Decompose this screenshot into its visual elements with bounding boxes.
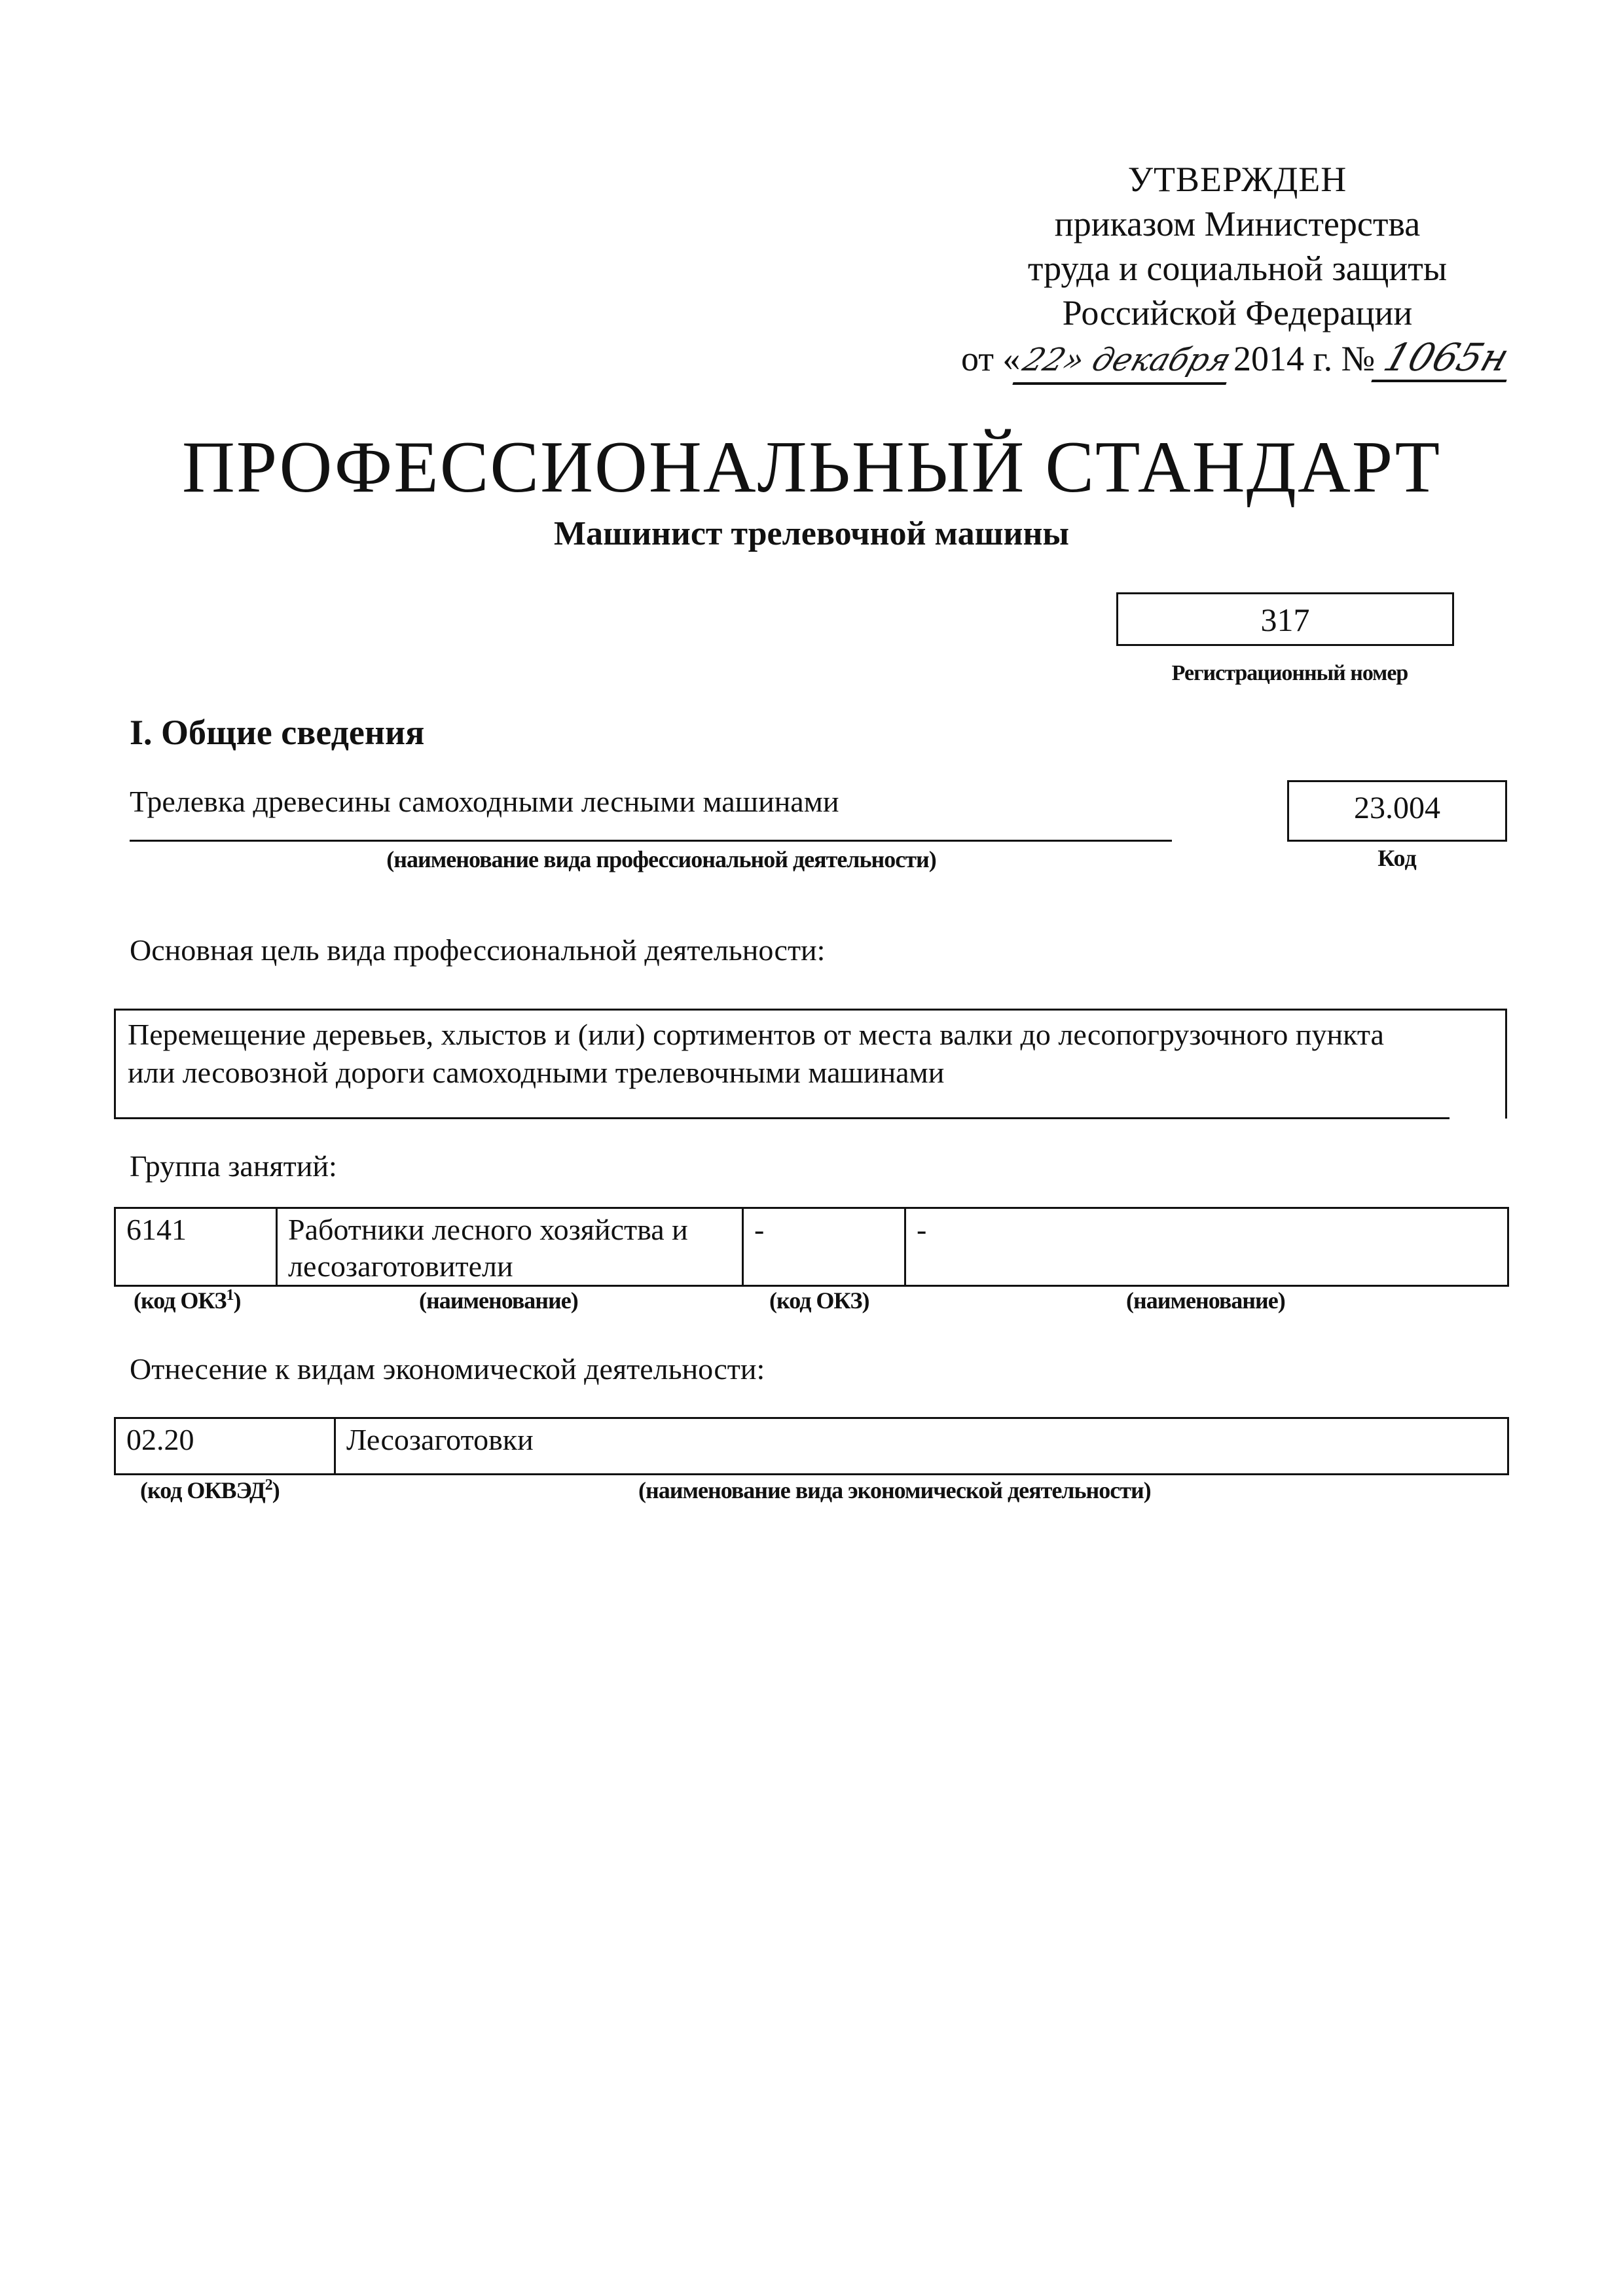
registration-number-box: 317 (1116, 592, 1454, 646)
footnote-ref-1: 1 (226, 1287, 234, 1304)
handwritten-date: 22» декабря (1013, 338, 1241, 385)
handwritten-order-number: 1065н (1371, 335, 1521, 382)
okved-label: Отнесение к видам экономической деятельности: (130, 1352, 765, 1386)
date-prefix: от « (961, 339, 1021, 378)
date-day: 22 (1018, 342, 1071, 378)
okz-code2-cell: - (743, 1208, 905, 1286)
date-year: 2014 г. № (1233, 339, 1376, 378)
footnote-ref-2: 2 (264, 1477, 272, 1494)
okved-code-cell: 02.20 (115, 1418, 335, 1475)
section-heading: I. Общие сведения (130, 713, 425, 752)
document-subtitle: Машинист трелевочной машины (553, 515, 1070, 552)
date-month: декабря (1087, 342, 1236, 378)
caption-okz-code: (код ОКЗ$^1$) (134, 1287, 241, 1314)
occupation-group-label: Группа занятий: (130, 1149, 337, 1183)
goal-text-line-1: Перемещение деревьев, хлыстов и (или) сортиментов от места валки до лесопогрузочного пункта (128, 1018, 1384, 1051)
registration-number-label: Регистрационный номер (1171, 661, 1408, 685)
goal-box-bottom-border (114, 1117, 1450, 1119)
occupation-group-table (114, 1207, 1509, 1287)
goal-box (114, 1009, 1507, 1119)
table-row (115, 1418, 1508, 1475)
okz-code-cell: 6141 (115, 1208, 277, 1286)
activity-code-box: 23.004 (1287, 780, 1507, 842)
caption-okz-name-2: (наименование) (1126, 1287, 1285, 1314)
activity-code-label: Код (1377, 845, 1417, 871)
caption-okz-code-2: (код ОКЗ) (769, 1287, 869, 1314)
goal-label: Основная цель вида профессиональной деятельности: (130, 933, 826, 967)
approval-line-2: труда и социальной защиты (1027, 249, 1448, 288)
approval-block (943, 157, 1532, 385)
caption-okz-name: (наименование) (419, 1287, 578, 1314)
activity-name: Трелевка древесины самоходными лесными машинами (130, 785, 839, 818)
approval-date-line (943, 335, 1532, 385)
goal-text-line-2: или лесовозной дороги самоходными трелевочными машинами (128, 1056, 945, 1089)
activity-caption: (наименование вида профессиональной деятельности) (386, 846, 936, 872)
okz-name-cell: Работники лесного хозяйства и лесозаготовители (277, 1208, 743, 1286)
table-row (115, 1208, 1508, 1286)
okved-name-cell: Лесозаготовки (335, 1418, 1508, 1475)
caption-okved-name: (наименование вида экономической деятельности) (638, 1477, 1151, 1503)
document-title: ПРОФЕССИОНАЛЬНЫЙ СТАНДАРТ (182, 427, 1441, 508)
caption-okved-code: (код ОКВЭД$^2$) (140, 1477, 280, 1503)
approved-heading: УТВЕРЖДЕН (1127, 160, 1347, 199)
okz-name2-cell: - (905, 1208, 1508, 1286)
approval-line-1: приказом Министерства (1054, 204, 1421, 243)
okved-table (114, 1417, 1509, 1475)
activity-underline (130, 840, 1172, 842)
approval-line-3: Российской Федерации (1062, 293, 1413, 332)
